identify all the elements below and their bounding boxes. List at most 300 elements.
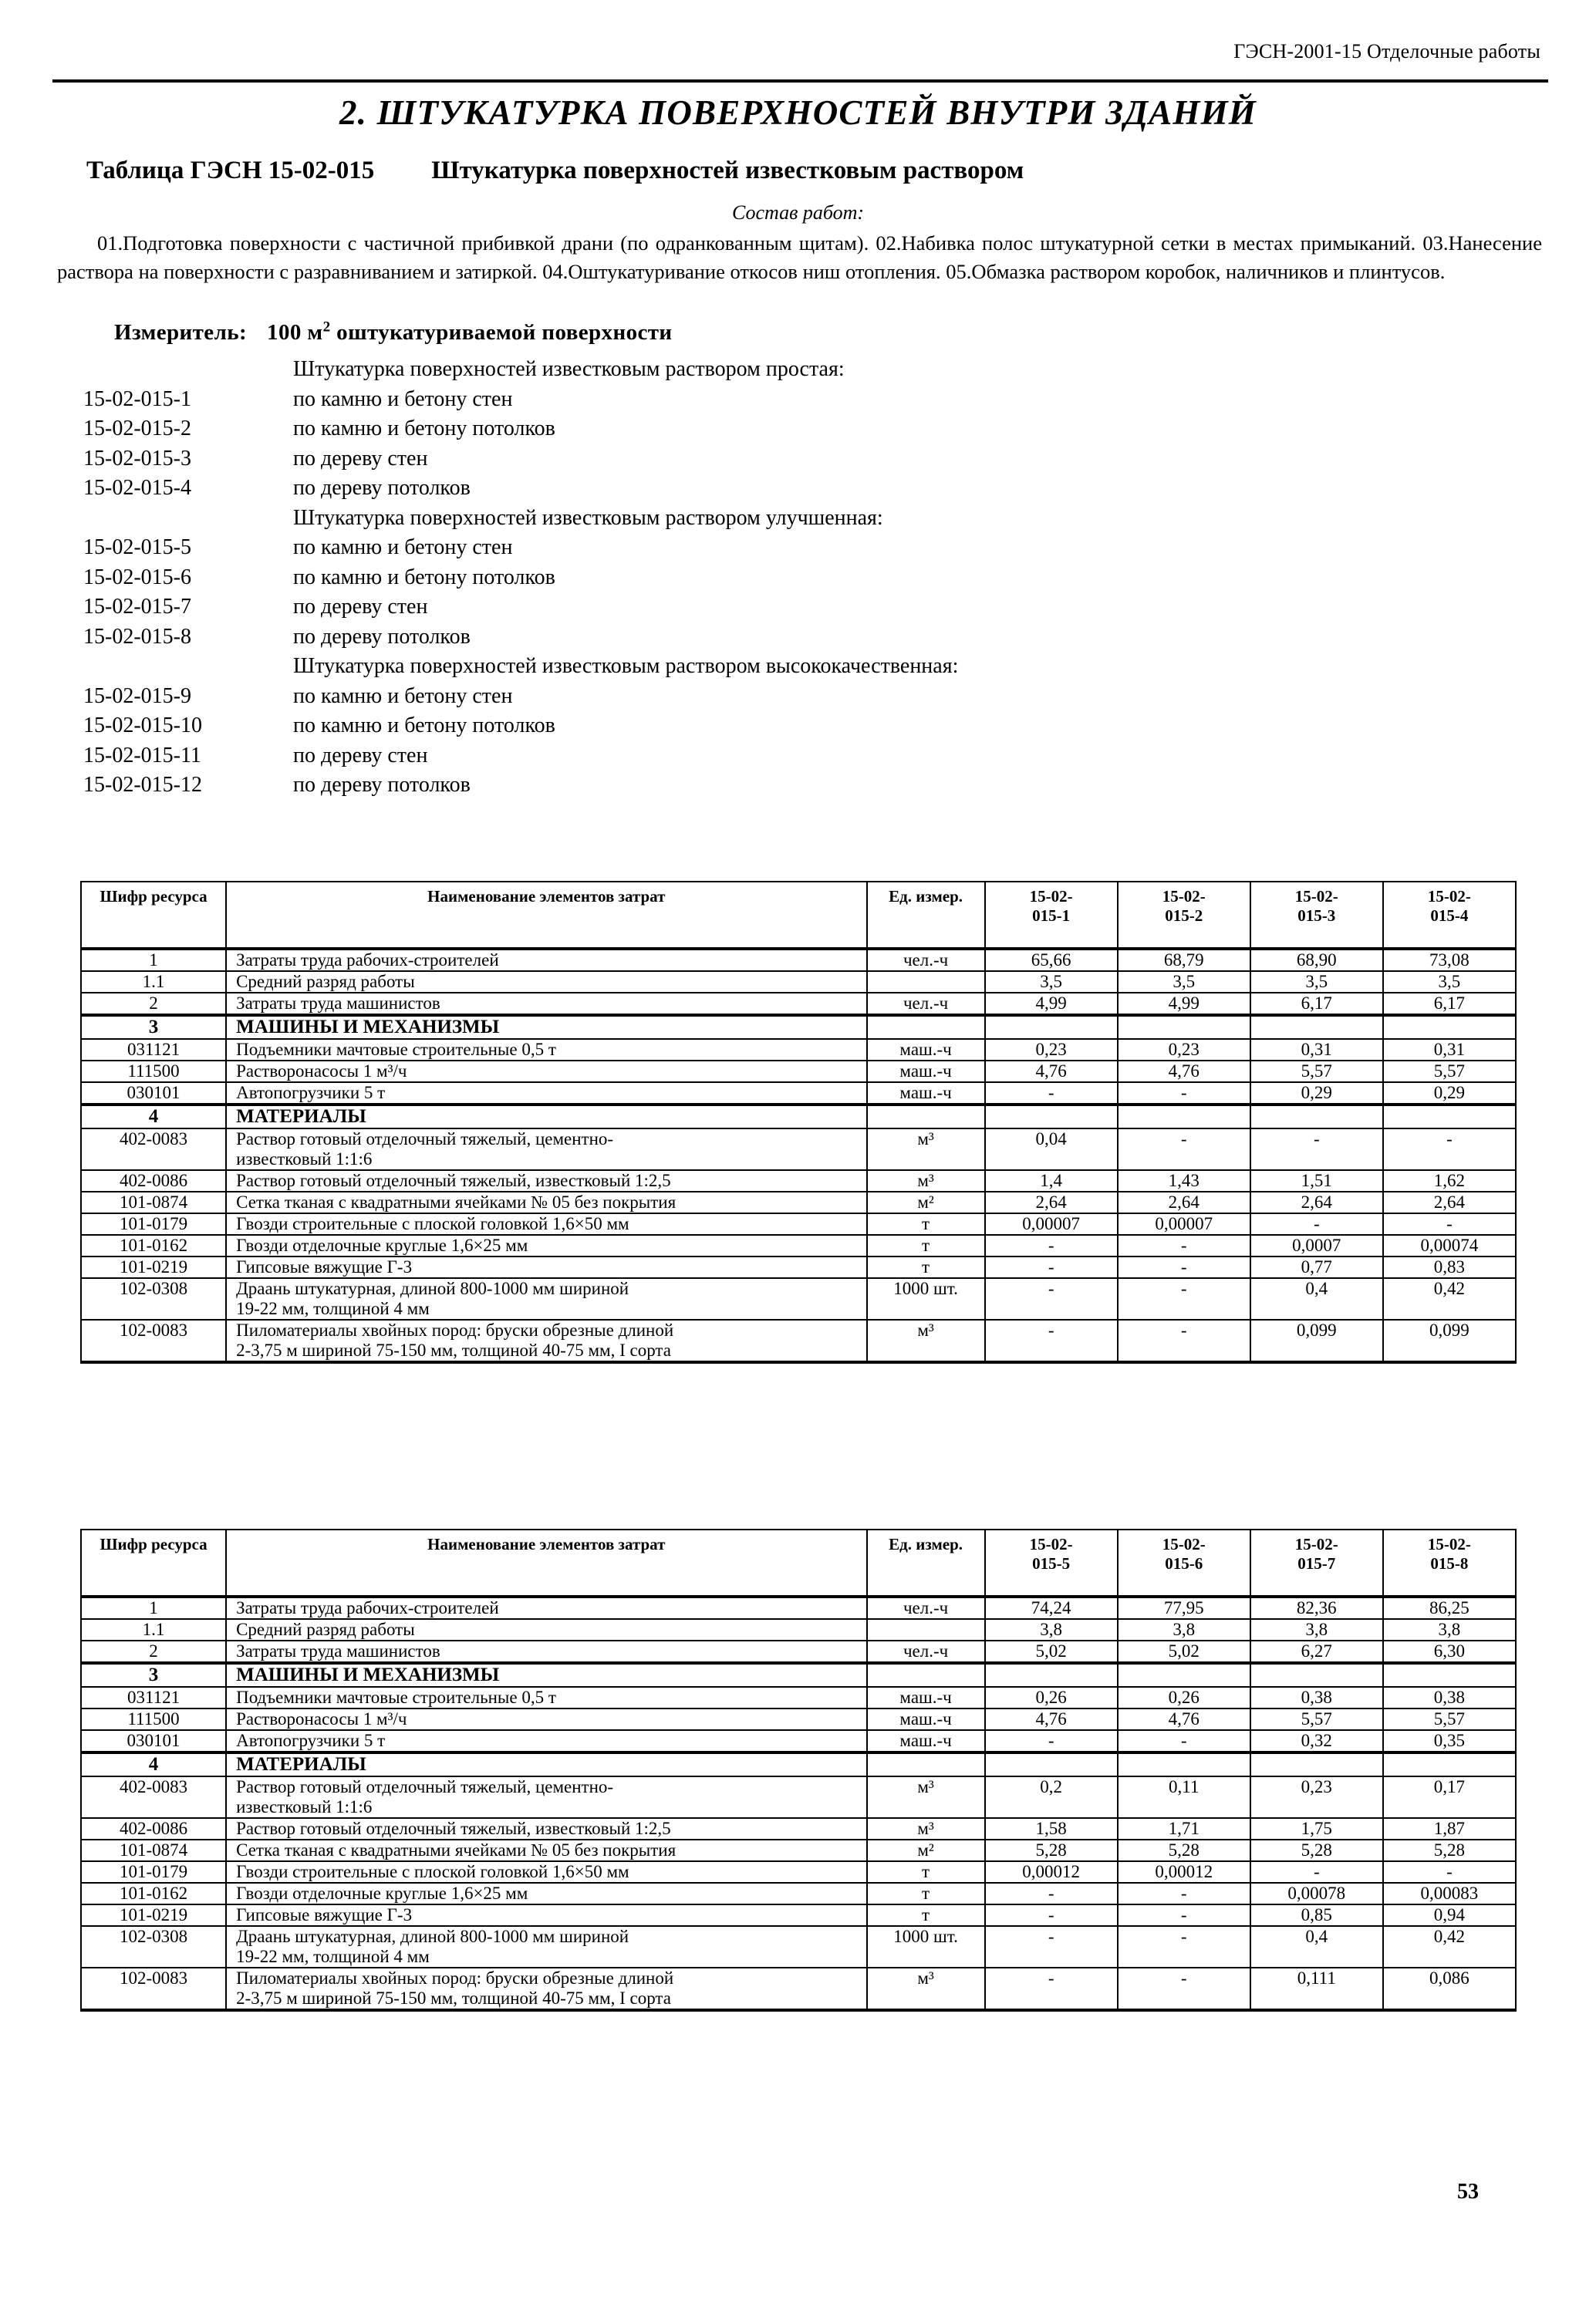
norm-code-item: [83, 533, 1240, 563]
cell-unit: маш.-ч: [867, 1082, 985, 1105]
cell-name-line1: Сетка тканая с квадратными ячейками № 05 без покрытия: [236, 1192, 677, 1212]
cell-value: [1118, 1663, 1250, 1687]
cell-name-line1: МАШИНЫ И МЕХАНИЗМЫ: [236, 1665, 500, 1685]
cell-name-line1: Сетка тканая с квадратными ячейками № 05 без покрытия: [236, 1840, 677, 1860]
cell-value: 2,64: [1383, 1192, 1516, 1213]
cell-value: 77,95: [1118, 1597, 1250, 1619]
cell-value: -: [1118, 1883, 1250, 1904]
page-title: 2. ШТУКАТУРКА ПОВЕРХНОСТЕЙ ВНУТРИ ЗДАНИЙ: [339, 93, 1257, 132]
cell-cost-element-name: [226, 1105, 866, 1128]
cell-unit: м³: [867, 1170, 985, 1192]
cell-value: 0,111: [1250, 1968, 1383, 2010]
cell-value: 0,85: [1250, 1904, 1383, 1926]
cell-value: -: [985, 1082, 1118, 1105]
table-row: [81, 971, 1516, 993]
cell-resource-code: 402-0086: [81, 1818, 226, 1840]
cell-unit: м³: [867, 1320, 985, 1362]
table-row: [81, 1818, 1516, 1840]
cell-value: -: [1383, 1213, 1516, 1235]
cell-value: 68,90: [1250, 949, 1383, 971]
cell-value: 0,099: [1383, 1320, 1516, 1362]
cell-unit: м³: [867, 1968, 985, 2010]
table-row: [81, 1709, 1516, 1730]
cell-value: 1,43: [1118, 1170, 1250, 1192]
cell-unit: маш.-ч: [867, 1061, 985, 1082]
cell-value: [1250, 1752, 1383, 1776]
column-header-resource-code: Шифр ресурса: [81, 882, 226, 949]
cell-name-line1: Растворонасосы 1 м³/ч: [236, 1709, 407, 1729]
norm-group-heading-text: Штукатурка поверхностей известковым раствором улучшенная:: [293, 505, 883, 530]
cell-value: 0,00007: [1118, 1213, 1250, 1235]
column-header-norm-code-line1: 15-02-: [1427, 1535, 1471, 1553]
cell-value: 74,24: [985, 1597, 1118, 1619]
cell-value: 0,94: [1383, 1904, 1516, 1926]
cell-value: [985, 1105, 1118, 1128]
cell-value: -: [1383, 1861, 1516, 1883]
norm-code-description: по камню и бетону потолков: [293, 713, 555, 737]
cell-value: -: [1118, 1730, 1250, 1752]
cell-unit: т: [867, 1257, 985, 1278]
cell-unit: м²: [867, 1840, 985, 1861]
cell-value: 3,5: [1250, 971, 1383, 993]
column-header-norm-code-line2: 015-5: [1032, 1554, 1071, 1573]
cell-value: [1118, 1105, 1250, 1128]
cell-name-line2: 19-22 мм, толщиной 4 мм: [236, 1947, 430, 1966]
cell-value: 4,99: [985, 993, 1118, 1015]
cell-value: 0,29: [1250, 1082, 1383, 1105]
cell-name-line2: известковый 1:1:6: [236, 1797, 373, 1816]
cell-resource-code: 101-0179: [81, 1861, 226, 1883]
cell-value: 5,57: [1250, 1709, 1383, 1730]
cell-name-line1: Затраты труда рабочих-строителей: [236, 1598, 499, 1617]
cell-value: 3,8: [985, 1619, 1118, 1641]
cell-value: -: [1118, 1082, 1250, 1105]
norm-code: 15-02-015-4: [83, 476, 191, 500]
norm-code-item: [83, 592, 1240, 622]
running-head: ГЭСН-2001-15 Отделочные работы: [1233, 40, 1540, 62]
cell-name-line1: Затраты труда машинистов: [236, 1641, 440, 1661]
cell-value: 0,04: [985, 1128, 1118, 1170]
cell-value: -: [1118, 1257, 1250, 1278]
cell-name-line2: 2-3,75 м шириной 75-150 мм, толщиной 40-75 мм, I сорта: [236, 1341, 671, 1360]
cell-unit: т: [867, 1904, 985, 1926]
cell-value: 4,99: [1118, 993, 1250, 1015]
table-caption-code: Таблица ГЭСН 15-02-015: [86, 157, 375, 184]
cell-value: 68,79: [1118, 949, 1250, 971]
cell-value: 0,77: [1250, 1257, 1383, 1278]
cell-value: -: [1118, 1968, 1250, 2010]
cell-value: 2,64: [1118, 1192, 1250, 1213]
cell-value: 3,8: [1250, 1619, 1383, 1641]
cell-unit: маш.-ч: [867, 1687, 985, 1709]
column-header-norm-code-line2: 015-6: [1165, 1554, 1203, 1573]
cell-value: 3,5: [985, 971, 1118, 993]
column-header-norm-code: [1250, 882, 1383, 949]
table-row: [81, 1926, 1516, 1968]
norm-code-item: [83, 444, 1240, 474]
resource-table-1-body: [81, 949, 1516, 1362]
norm-code-description: по дереву стен: [293, 446, 428, 471]
resource-table-2-body: [81, 1597, 1516, 2010]
cell-cost-element-name: [226, 971, 866, 993]
cell-name-line1: Подъемники мачтовые строительные 0,5 т: [236, 1040, 556, 1059]
cell-value: 4,76: [985, 1061, 1118, 1082]
cell-value: 0,83: [1383, 1257, 1516, 1278]
cell-resource-code: 1: [81, 1597, 226, 1619]
cell-cost-element-name: [226, 1730, 866, 1752]
cell-name-line1: Пиломатериалы хвойных пород: бруски обрезные длиной: [236, 1968, 674, 1988]
cell-resource-code: 030101: [81, 1730, 226, 1752]
cell-cost-element-name: [226, 1840, 866, 1861]
norm-group-heading: [83, 355, 1240, 385]
norm-code-description: по дереву потолков: [293, 624, 471, 649]
norm-code-description: по камню и бетону стен: [293, 535, 513, 559]
column-header-norm-code: [1250, 1530, 1383, 1597]
cell-value: -: [1118, 1926, 1250, 1968]
column-header-norm-code-line2: 015-1: [1032, 906, 1071, 925]
cell-resource-code: 102-0083: [81, 1320, 226, 1362]
cell-resource-code: 101-0874: [81, 1192, 226, 1213]
cell-name-line1: Гвозди отделочные круглые 1,6×25 мм: [236, 1236, 528, 1255]
cell-name-line1: Пиломатериалы хвойных пород: бруски обрезные длиной: [236, 1321, 674, 1340]
table-header-row: [81, 882, 1516, 949]
cell-value: 0,26: [1118, 1687, 1250, 1709]
cell-value: -: [1250, 1128, 1383, 1170]
cell-value: -: [985, 1968, 1118, 2010]
table-caption: [86, 157, 1534, 185]
cell-value: [985, 1752, 1118, 1776]
norm-code-description: по дереву стен: [293, 595, 428, 619]
cell-value: [1118, 1015, 1250, 1039]
table-row: [81, 1968, 1516, 2010]
cell-name-line1: Гипсовые вяжущие Г-3: [236, 1905, 413, 1924]
cell-resource-code: 4: [81, 1105, 226, 1128]
cell-unit: т: [867, 1883, 985, 1904]
column-header-norm-code-line1: 15-02-: [1162, 887, 1206, 906]
cell-cost-element-name: [226, 993, 866, 1015]
table-row: [81, 1597, 1516, 1619]
cell-value: -: [985, 1235, 1118, 1257]
cell-value: 0,42: [1383, 1926, 1516, 1968]
cell-value: 5,28: [1118, 1840, 1250, 1861]
norm-code-item: [83, 474, 1240, 504]
cell-resource-code: 031121: [81, 1687, 226, 1709]
cell-value: [985, 1663, 1118, 1687]
cell-value: 1,62: [1383, 1170, 1516, 1192]
cell-value: 82,36: [1250, 1597, 1383, 1619]
cell-name-line1: Гипсовые вяжущие Г-3: [236, 1257, 413, 1277]
table-caption-name: Штукатурка поверхностей известковым раствором: [431, 157, 1024, 184]
cell-cost-element-name: [226, 1213, 866, 1235]
cell-cost-element-name: [226, 1170, 866, 1192]
cell-value: 0,00074: [1383, 1235, 1516, 1257]
cell-cost-element-name: [226, 1235, 866, 1257]
table-row: [81, 1082, 1516, 1105]
norm-code-description: по камню и бетону потолков: [293, 565, 555, 589]
cell-name-line1: МАТЕРИАЛЫ: [236, 1106, 366, 1127]
column-header-norm-code-line2: 015-2: [1165, 906, 1203, 925]
cell-value: 3,5: [1118, 971, 1250, 993]
cell-cost-element-name: [226, 1061, 866, 1082]
column-header-cost-element-name: Наименование элементов затрат: [226, 1530, 866, 1597]
column-header-norm-code-line1: 15-02-: [1427, 887, 1471, 906]
cell-name-line1: Средний разряд работы: [236, 972, 415, 991]
cell-name-line1: Средний разряд работы: [236, 1620, 415, 1639]
cell-value: 0,00012: [985, 1861, 1118, 1883]
cell-resource-code: 402-0086: [81, 1170, 226, 1192]
column-header-norm-code: [1118, 882, 1250, 949]
cell-value: [1118, 1752, 1250, 1776]
cell-resource-code: 2: [81, 1641, 226, 1663]
cell-value: 3,8: [1383, 1619, 1516, 1641]
cell-unit: [867, 1015, 985, 1039]
column-header-norm-code: [985, 1530, 1118, 1597]
table-row: [81, 1170, 1516, 1192]
cell-cost-element-name: [226, 1818, 866, 1840]
cell-cost-element-name: [226, 1861, 866, 1883]
cell-value: 0,29: [1383, 1082, 1516, 1105]
resource-table-2: [80, 1529, 1517, 2012]
cell-value: 0,38: [1383, 1687, 1516, 1709]
norm-code: 15-02-015-3: [83, 446, 191, 471]
cell-resource-code: 102-0308: [81, 1278, 226, 1320]
column-header-norm-code-line1: 15-02-: [1294, 887, 1338, 906]
cell-value: 2,64: [1250, 1192, 1383, 1213]
cell-value: 0,23: [1118, 1039, 1250, 1061]
cell-unit: т: [867, 1213, 985, 1235]
cell-name-line1: Растворонасосы 1 м³/ч: [236, 1061, 407, 1081]
cell-value: [1250, 1105, 1383, 1128]
table-row: [81, 1883, 1516, 1904]
cell-value: 0,00007: [985, 1213, 1118, 1235]
cell-cost-element-name: [226, 1619, 866, 1641]
cell-resource-code: 3: [81, 1663, 226, 1687]
cell-value: 4,76: [985, 1709, 1118, 1730]
cell-value: 1,58: [985, 1818, 1118, 1840]
cell-cost-element-name: [226, 949, 866, 971]
cell-value: 5,28: [1250, 1840, 1383, 1861]
cell-cost-element-name: [226, 1597, 866, 1619]
column-header-norm-code-line2: 015-8: [1430, 1554, 1469, 1573]
cell-value: [1383, 1752, 1516, 1776]
cell-resource-code: 102-0083: [81, 1968, 226, 2010]
cell-value: -: [985, 1278, 1118, 1320]
column-header-norm-code: [1383, 882, 1516, 949]
norm-code: 15-02-015-6: [83, 565, 191, 589]
cell-value: -: [985, 1904, 1118, 1926]
cell-unit: [867, 971, 985, 993]
column-header-norm-code-line1: 15-02-: [1029, 887, 1073, 906]
cell-resource-code: 3: [81, 1015, 226, 1039]
cell-value: 0,4: [1250, 1278, 1383, 1320]
table-row: [81, 1015, 1516, 1039]
cell-value: 5,57: [1383, 1061, 1516, 1082]
cell-resource-code: 102-0308: [81, 1926, 226, 1968]
cell-value: 6,17: [1383, 993, 1516, 1015]
cell-value: 0,31: [1250, 1039, 1383, 1061]
cell-value: -: [1118, 1235, 1250, 1257]
header-rule: [52, 79, 1548, 83]
cell-value: 73,08: [1383, 949, 1516, 971]
cell-value: 1,87: [1383, 1818, 1516, 1840]
works-composition-label: Состав работ:: [731, 201, 865, 224]
norm-code: 15-02-015-7: [83, 595, 191, 619]
table-row: [81, 1840, 1516, 1861]
table-header-row: [81, 1530, 1516, 1597]
table-row: [81, 1192, 1516, 1213]
cell-value: -: [1250, 1213, 1383, 1235]
norm-code-item: [83, 563, 1240, 593]
table-row: [81, 1278, 1516, 1320]
resource-table-1: [80, 881, 1517, 1364]
cell-value: 0,00078: [1250, 1883, 1383, 1904]
column-header-norm-code: [985, 882, 1118, 949]
cell-name-line1: МАТЕРИАЛЫ: [236, 1754, 366, 1775]
cell-value: [1250, 1663, 1383, 1687]
works-composition-body: 01.Подготовка поверхности с частичной прибивкой драни (по одранкованным щитам). 02.Набивка полос штукатурной сетки в местах примыканий. 03.Нанесение раствора на поверхности с разравниванием и затиркой. 04.Оштукатуривание откосов ниш отопления. 05.Обмазка раствором коробок, наличников и плинтусов.: [57, 231, 1542, 283]
cell-value: -: [985, 1257, 1118, 1278]
cell-name-line1: Гвозди строительные с плоской головкой 1,6×50 мм: [236, 1862, 629, 1881]
cell-value: 3,8: [1118, 1619, 1250, 1641]
cell-cost-element-name: [226, 1278, 866, 1320]
cell-name-line1: Драань штукатурная, длиной 800-1000 мм шириной: [236, 1279, 629, 1298]
cell-value: 1,71: [1118, 1818, 1250, 1840]
cell-name-line1: Затраты труда машинистов: [236, 993, 440, 1013]
column-header-resource-code: Шифр ресурса: [81, 1530, 226, 1597]
cell-value: 5,02: [985, 1641, 1118, 1663]
cell-value: -: [985, 1730, 1118, 1752]
cell-cost-element-name: [226, 1663, 866, 1687]
cell-unit: [867, 1663, 985, 1687]
column-header-norm-code-line1: 15-02-: [1294, 1535, 1338, 1553]
cell-resource-code: 402-0083: [81, 1128, 226, 1170]
cell-value: -: [985, 1320, 1118, 1362]
cell-value: -: [1250, 1861, 1383, 1883]
norm-code-item: [83, 682, 1240, 712]
cell-unit: т: [867, 1235, 985, 1257]
norm-group-heading: [83, 504, 1240, 534]
cell-name-line1: Затраты труда рабочих-строителей: [236, 950, 499, 970]
cell-name-line1: Гвозди строительные с плоской головкой 1,6×50 мм: [236, 1214, 629, 1233]
cell-name-line1: Раствор готовый отделочный тяжелый, известковый 1:2,5: [236, 1171, 671, 1190]
cell-cost-element-name: [226, 1709, 866, 1730]
cell-unit: чел.-ч: [867, 1641, 985, 1663]
column-header-norm-code-line2: 015-7: [1297, 1554, 1336, 1573]
cell-unit: [867, 1105, 985, 1128]
norm-group-heading: [83, 652, 1240, 682]
cell-value: 65,66: [985, 949, 1118, 971]
cell-cost-element-name: [226, 1752, 866, 1776]
cell-resource-code: 030101: [81, 1082, 226, 1105]
cell-value: 5,02: [1118, 1641, 1250, 1663]
norm-code: 15-02-015-1: [83, 386, 191, 411]
cell-unit: маш.-ч: [867, 1039, 985, 1061]
cell-unit: м³: [867, 1776, 985, 1818]
column-header-norm-code-line2: 015-4: [1430, 906, 1469, 925]
table-row: [81, 1752, 1516, 1776]
table-row: [81, 1663, 1516, 1687]
norm-code-description: по камню и бетону стен: [293, 683, 513, 708]
cell-unit: т: [867, 1861, 985, 1883]
column-header-unit: Ед. измер.: [867, 882, 985, 949]
cell-value: 0,31: [1383, 1039, 1516, 1061]
cell-resource-code: 101-0162: [81, 1235, 226, 1257]
resource-table-1-head: [81, 882, 1516, 949]
cell-value: 0,099: [1250, 1320, 1383, 1362]
cell-value: 1,75: [1250, 1818, 1383, 1840]
cell-cost-element-name: [226, 1687, 866, 1709]
column-header-cost-element-name: Наименование элементов затрат: [226, 882, 866, 949]
cell-unit: чел.-ч: [867, 993, 985, 1015]
works-composition-text: [57, 229, 1542, 286]
cell-cost-element-name: [226, 1015, 866, 1039]
cell-resource-code: 4: [81, 1752, 226, 1776]
cell-name-line1: Раствор готовый отделочный тяжелый, цементно-: [236, 1777, 614, 1796]
column-header-norm-code: [1383, 1530, 1516, 1597]
cell-value: 0,38: [1250, 1687, 1383, 1709]
cell-resource-code: 1.1: [81, 1619, 226, 1641]
cell-value: 6,27: [1250, 1641, 1383, 1663]
table-row: [81, 1061, 1516, 1082]
cell-value: -: [1118, 1278, 1250, 1320]
cell-resource-code: 031121: [81, 1039, 226, 1061]
cell-unit: м²: [867, 1192, 985, 1213]
table-row: [81, 1128, 1516, 1170]
cell-resource-code: 402-0083: [81, 1776, 226, 1818]
norm-code: 15-02-015-12: [83, 773, 202, 797]
cell-value: 1,4: [985, 1170, 1118, 1192]
cell-value: 0,11: [1118, 1776, 1250, 1818]
norm-code-item: [83, 771, 1240, 801]
cell-unit: [867, 1619, 985, 1641]
column-header-norm-code: [1118, 1530, 1250, 1597]
table-row: [81, 1861, 1516, 1883]
cell-value: 0,17: [1383, 1776, 1516, 1818]
measure-unit-value-post: оштукатуриваемой поверхности: [330, 320, 673, 345]
cell-cost-element-name: [226, 1641, 866, 1663]
norm-code-item: [83, 385, 1240, 415]
cell-cost-element-name: [226, 1883, 866, 1904]
table-row: [81, 1257, 1516, 1278]
cell-value: 5,57: [1250, 1061, 1383, 1082]
cell-value: 0,35: [1383, 1730, 1516, 1752]
cell-unit: м³: [867, 1128, 985, 1170]
norm-code-item: [83, 711, 1240, 741]
cell-cost-element-name: [226, 1968, 866, 2010]
cell-unit: [867, 1752, 985, 1776]
cell-value: -: [1383, 1128, 1516, 1170]
cell-name-line1: Гвозди отделочные круглые 1,6×25 мм: [236, 1884, 528, 1903]
measure-unit-superscript: 2: [322, 319, 331, 336]
cell-name-line1: Раствор готовый отделочный тяжелый, цементно-: [236, 1129, 614, 1149]
cell-name-line2: 2-3,75 м шириной 75-150 мм, толщиной 40-75 мм, I сорта: [236, 1988, 671, 2008]
cell-value: [1383, 1105, 1516, 1128]
cell-value: 3,5: [1383, 971, 1516, 993]
table-row: [81, 1619, 1516, 1641]
column-header-norm-code-line2: 015-3: [1297, 906, 1336, 925]
cell-resource-code: 111500: [81, 1709, 226, 1730]
cell-unit: чел.-ч: [867, 1597, 985, 1619]
cell-value: [1383, 1663, 1516, 1687]
cell-value: 0,00012: [1118, 1861, 1250, 1883]
cell-resource-code: 101-0179: [81, 1213, 226, 1235]
cell-value: 2,64: [985, 1192, 1118, 1213]
norm-code: 15-02-015-11: [83, 743, 201, 767]
norm-code: 15-02-015-2: [83, 417, 191, 440]
cell-value: 0,4: [1250, 1926, 1383, 1968]
cell-value: -: [985, 1883, 1118, 1904]
cell-value: 1,51: [1250, 1170, 1383, 1192]
